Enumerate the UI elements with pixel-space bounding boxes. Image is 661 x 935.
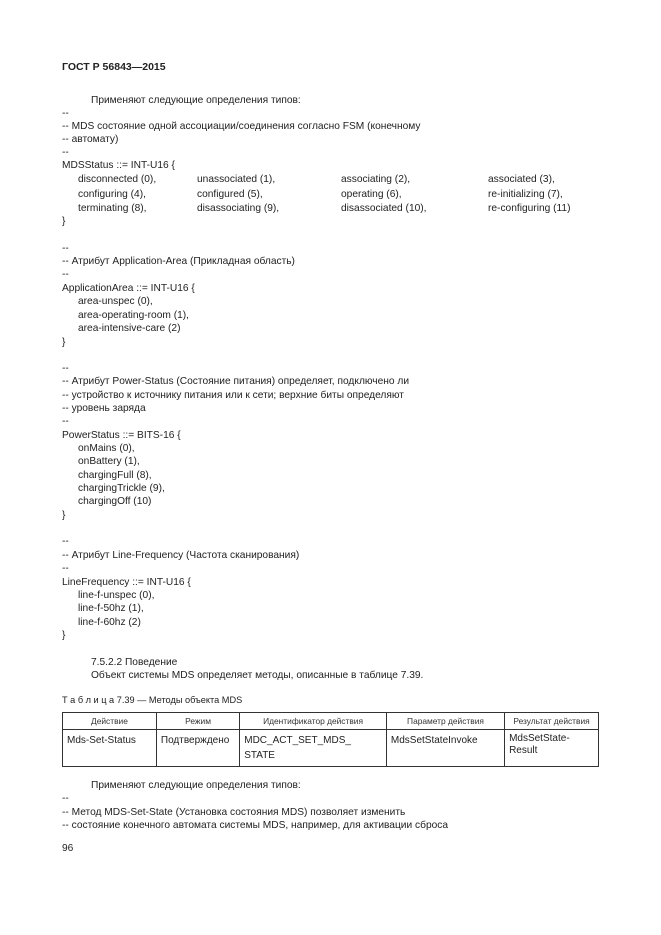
type-definition: MDSStatus ::= INT-U16 { [62,160,175,171]
closing-brace: } [62,216,66,227]
comment-line: -- Атрибут Line-Frequency (Частота сканирования) [62,550,300,561]
enum-value: onBattery (1), [78,456,140,467]
enum-value: disconnected (0), [78,174,157,185]
comment-line: -- [62,563,69,574]
table-header-row [63,713,599,730]
table-cell: MDC_ACT_SET_MDS_ STATE [240,730,387,767]
enum-value: associated (3), [488,174,555,185]
comment-line: -- [62,147,69,158]
enum-value: unassociated (1), [197,174,276,185]
document-header: ГОСТ Р 56843—2015 [62,61,166,73]
type-definition: LineFrequency ::= INT-U16 { [62,577,191,588]
comment-line: -- [62,269,69,280]
comment-line: -- [62,416,69,427]
comment-line: -- уровень заряда [62,403,146,414]
comment-line: -- MDS состояние одной ассоциации/соединения согласно FSM (конечному [62,121,421,132]
comment-line: -- Атрибут Application-Area (Прикладная область) [62,256,295,267]
mds-status-row [78,173,598,188]
table-cell: MdsSetStateInvoke [386,730,504,767]
table-cell: Mds-Set-Status [63,730,157,767]
enum-value: chargingOff (10) [78,496,152,507]
enum-value: operating (6), [341,188,402,200]
comment-line: -- [62,793,69,804]
comment-line: -- Атрибут Power-Status (Состояние питания) определяет, подключено ли [62,376,410,387]
enum-value: configured (5), [197,188,263,200]
enum-value: terminating (8), [78,203,147,214]
comment-line: -- [62,243,69,254]
enum-value: area-intensive-care (2) [78,323,181,334]
table-row [63,730,599,767]
table-caption: Т а б л и ц а 7.39 — Методы объекта MDS [62,695,243,705]
comment-line: -- устройство к источнику питания или к сети; верхние биты определяют [62,390,404,401]
type-definition: PowerStatus ::= BITS-16 { [62,430,181,441]
enum-value: associating (2), [341,174,411,185]
column-header: Результат действия [505,713,599,730]
column-header: Действие [63,713,157,730]
enum-value: line-f-unspec (0), [78,590,155,601]
enum-value: disassociated (10), [341,203,427,214]
intro-text: Применяют следующие определения типов: [91,780,301,791]
comment-line: -- Метод MDS-Set-State (Установка состояния MDS) позволяет изменить [62,807,406,818]
methods-table [62,712,599,767]
enum-value: chargingTrickle (9), [78,483,165,494]
column-header: Режим [156,713,239,730]
mds-status-row [78,202,598,217]
closing-brace: } [62,337,66,348]
closing-brace: } [62,510,66,521]
comment-line: -- состояние конечного автомата системы MDS, например, для активации сброса [62,820,449,831]
intro-text: Применяют следующие определения типов: [91,95,301,106]
mds-status-values [78,173,598,217]
section-text: Объект системы MDS определяет методы, описанные в таблице 7.39. [91,670,424,681]
section-title: 7.5.2.2 Поведение [91,657,178,668]
comment-line: -- [62,536,69,547]
enum-value: area-unspec (0), [78,296,153,307]
table-cell: Подтверждено [156,730,239,767]
table-cell: MdsSetState- Result [505,730,599,767]
page-number: 96 [62,843,74,854]
column-header: Параметр действия [386,713,504,730]
comment-line: -- автомату) [62,134,119,145]
enum-value: disassociating (9), [197,203,280,214]
enum-value: chargingFull (8), [78,470,152,481]
enum-value: configuring (4), [78,188,146,200]
mds-status-row [78,188,598,203]
enum-value: line-f-60hz (2) [78,617,141,628]
enum-value: area-operating-room (1), [78,310,189,321]
column-header: Идентификатор действия [240,713,387,730]
enum-value: re-initializing (7), [488,188,563,200]
closing-brace: } [62,630,66,641]
enum-value: re-configuring (11) [488,203,571,214]
comment-line: -- [62,108,69,119]
type-definition: ApplicationArea ::= INT-U16 { [62,283,195,294]
comment-line: -- [62,363,69,374]
enum-value: onMains (0), [78,443,135,454]
enum-value: line-f-50hz (1), [78,603,144,614]
